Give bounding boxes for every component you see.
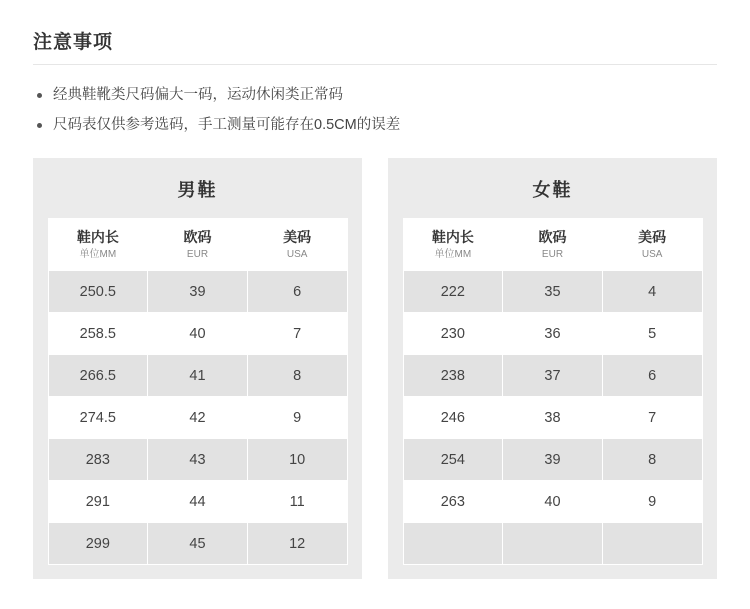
column-header-usa (247, 219, 347, 271)
cell-eur: 39 (503, 439, 603, 481)
womens-size-table (403, 218, 703, 565)
cell-usa: 7 (602, 397, 702, 439)
list-item (33, 110, 723, 140)
cell-usa: 12 (247, 523, 347, 565)
cell-inner-length: 246 (403, 397, 503, 439)
bullet-icon (37, 93, 42, 98)
cell-inner-length (403, 523, 503, 565)
header-main-label: 美码 (283, 228, 312, 245)
cell-eur: 42 (148, 397, 248, 439)
mens-table-title: 男鞋 (177, 180, 218, 200)
header-sub-label: USA (286, 248, 308, 260)
cell-eur: 37 (503, 355, 603, 397)
column-header-eur (148, 219, 248, 271)
table-row (403, 481, 702, 523)
list-item (33, 80, 723, 110)
table-row (48, 271, 347, 313)
column-header-inner-length (403, 219, 503, 271)
mens-size-table (48, 218, 348, 565)
cell-inner-length: 291 (48, 481, 148, 523)
size-tables-container (33, 158, 717, 579)
womens-size-card (388, 158, 717, 579)
header-sub-label: USA (641, 248, 663, 260)
table-row (403, 313, 702, 355)
table-body (48, 271, 347, 565)
cell-inner-length: 250.5 (48, 271, 148, 313)
cell-eur (503, 523, 603, 565)
cell-usa: 5 (602, 313, 702, 355)
table-head (48, 219, 347, 271)
cell-eur: 35 (503, 271, 603, 313)
table-row (48, 313, 347, 355)
header-main-label: 欧码 (538, 228, 567, 245)
column-header-usa (602, 219, 702, 271)
table-row (403, 397, 702, 439)
cell-usa: 10 (247, 439, 347, 481)
page-title: 注意事项 (33, 32, 114, 53)
table-row (403, 439, 702, 481)
table-row (403, 271, 702, 313)
cell-usa: 6 (247, 271, 347, 313)
cell-inner-length: 274.5 (48, 397, 148, 439)
cell-inner-length: 266.5 (48, 355, 148, 397)
cell-eur: 43 (148, 439, 248, 481)
header-sub-label: EUR (186, 248, 209, 260)
header-main-label: 鞋内长 (431, 228, 474, 245)
cell-usa: 9 (602, 481, 702, 523)
header-sub-label: 单位MM (79, 248, 117, 260)
table-header-row (48, 219, 347, 271)
column-header-eur (503, 219, 603, 271)
notice-list (33, 80, 723, 140)
card-bottom-spacer (388, 565, 717, 579)
cell-inner-length: 283 (48, 439, 148, 481)
header-main-label: 美码 (638, 228, 667, 245)
table-header-row (403, 219, 702, 271)
table-row (48, 481, 347, 523)
notice-text: 经典鞋靴类尺码偏大一码，运动休闲类正常码 (53, 87, 343, 103)
table-row (48, 523, 347, 565)
cell-usa: 7 (247, 313, 347, 355)
table-row (403, 355, 702, 397)
table-head (403, 219, 702, 271)
bullet-icon (37, 123, 42, 128)
notice-text: 尺码表仅供参考选码，手工测量可能存在0.5CM的误差 (53, 117, 401, 133)
column-header-inner-length (48, 219, 148, 271)
cell-usa (602, 523, 702, 565)
cell-inner-length: 299 (48, 523, 148, 565)
table-row (48, 355, 347, 397)
cell-eur: 39 (148, 271, 248, 313)
table-body (403, 271, 702, 565)
cell-eur: 40 (148, 313, 248, 355)
cell-usa: 9 (247, 397, 347, 439)
cell-usa: 6 (602, 355, 702, 397)
cell-inner-length: 230 (403, 313, 503, 355)
mens-size-card (33, 158, 362, 579)
title-divider (33, 64, 717, 65)
table-row (48, 439, 347, 481)
cell-eur: 45 (148, 523, 248, 565)
cell-inner-length: 222 (403, 271, 503, 313)
header-sub-label: 单位MM (434, 248, 472, 260)
cell-eur: 41 (148, 355, 248, 397)
cell-eur: 38 (503, 397, 603, 439)
womens-table-title: 女鞋 (532, 180, 573, 200)
table-row (48, 397, 347, 439)
table-row-empty (403, 523, 702, 565)
cell-eur: 44 (148, 481, 248, 523)
cell-inner-length: 238 (403, 355, 503, 397)
cell-usa: 4 (602, 271, 702, 313)
header-main-label: 鞋内长 (76, 228, 119, 245)
cell-usa: 11 (247, 481, 347, 523)
card-bottom-spacer (33, 565, 362, 579)
cell-inner-length: 263 (403, 481, 503, 523)
cell-eur: 36 (503, 313, 603, 355)
cell-eur: 40 (503, 481, 603, 523)
header-main-label: 欧码 (183, 228, 212, 245)
cell-usa: 8 (602, 439, 702, 481)
header-sub-label: EUR (541, 248, 564, 260)
cell-inner-length: 254 (403, 439, 503, 481)
cell-inner-length: 258.5 (48, 313, 148, 355)
cell-usa: 8 (247, 355, 347, 397)
